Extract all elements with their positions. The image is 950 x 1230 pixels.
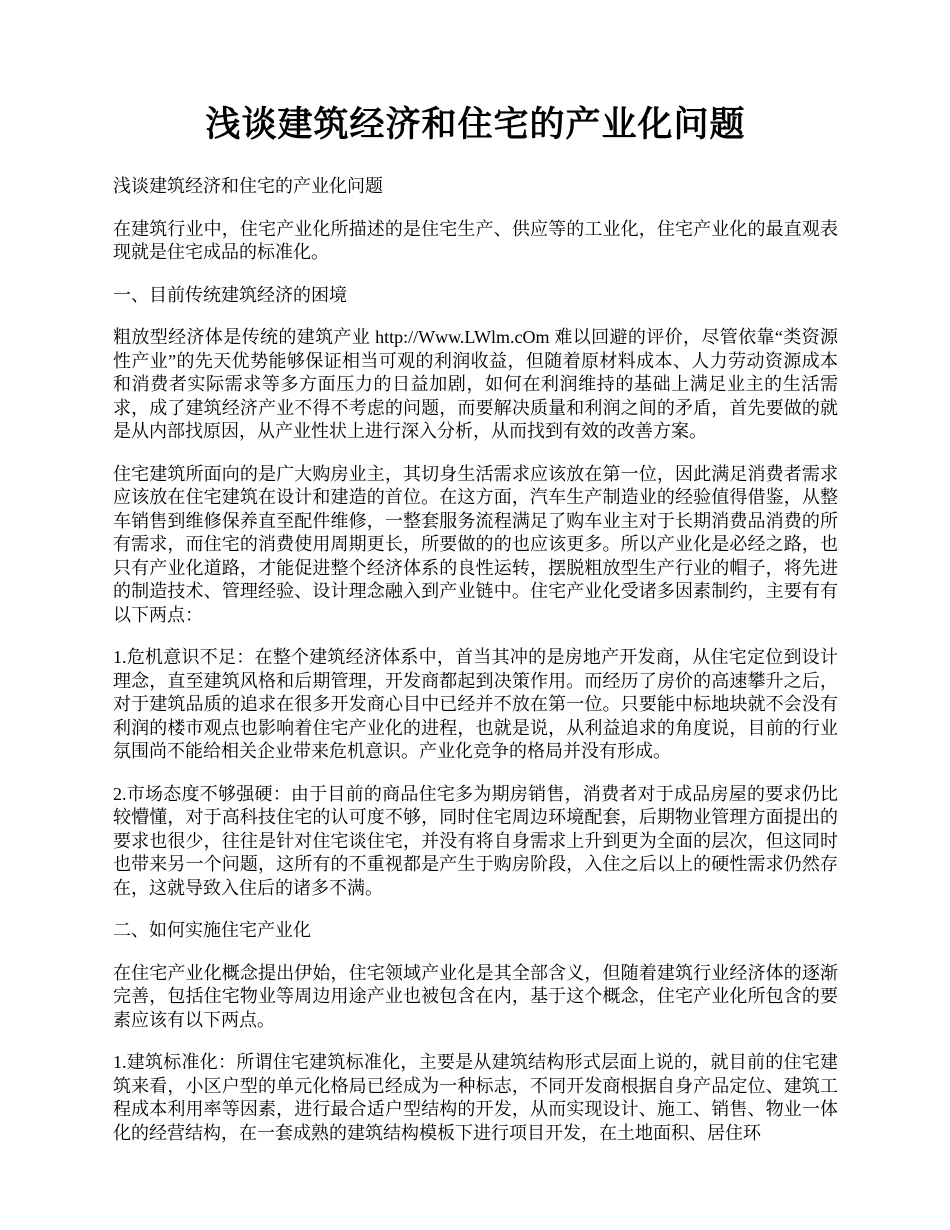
paragraph-section-2-heading: 二、如何实施住宅产业化 bbox=[113, 920, 311, 940]
paragraph-point-1: 1.危机意识不足：在整个建筑经济体系中，首当其冲的是房地产开发商，从住宅定位到设计理念，直至建筑风格和后期管理，开发商都起到决策作用。而经历了房价的高速攀升之后，对于建筑品质的追求在很多开发商心目中已经并不放在第一位。只要能中标地块就不会没有利润的楼市观点也影响着住宅产业化的进程，也就是说，从利益追求的角度说，目前的行业氛围尚不能给相关企业带来危机意识。产业化竞争的格局并没有形成。 bbox=[113, 647, 838, 761]
paragraph-section-1-heading: 一、目前传统建筑经济的困境 bbox=[113, 284, 347, 305]
paragraph-body: 住宅建筑所面向的是广大购房业主，其切身生活需求应该放在第一位，因此满足消费者需求应该放在住宅建筑在设计和建造的首位。在这方面，汽车生产制造业的经验值得借鉴，从整车销售到维修保养直至配件维修，一整套服务流程满足了购车业主对于长期消费品消费的所有需求，而住宅的消费使用周期更长，所要做的的也应该更多。所以产业化是必经之路，也只有产业化道路，才能促进整个经济体系的良性运转，摆脱粗放型生产行业的帽子，将先进的制造技术、管理经验、设计理念融入到产业链中。住宅产业化受诸多因素制约，主要有有以下两点： bbox=[113, 463, 838, 625]
paragraph-intro: 在建筑行业中，住宅产业化所描述的是住宅生产、供应等的工业化，住宅产业化的最直观表现就是住宅成品的标准化。 bbox=[113, 218, 838, 262]
document-title: 浅谈建筑经济和住宅的产业化问题 bbox=[205, 105, 746, 144]
paragraph-subtitle: 浅谈建筑经济和住宅的产业化问题 bbox=[113, 176, 383, 196]
paragraph-body: 粗放型经济体是传统的建筑产业 http://Www.LWlm.cOm 难以回避的评价，尽管依靠“类资源性产业”的先天优势能够保证相当可观的利润收益，但随着原材料成本、人力劳动资源成本和消费者实际需求等多方面压力的日益加剧，如何在利润维持的基础上满足业主的生活需求，成了建筑经济产业不得不考虑的问题，而要解决质量和利润之间的矛盾，首先要做的就是从内部找原因，从产业性状上进行深入分析，从而找到有效的改善方案。 bbox=[113, 327, 838, 441]
paragraph-body: 在住宅产业化概念提出伊始，住宅领域产业化是其全部含义，但随着建筑行业经济体的逐渐完善，包括住宅物业等周边用途产业也被包含在内，基于这个概念，住宅产业化所包含的要素应该有以下两点。 bbox=[113, 962, 838, 1030]
paragraph-point-2: 2.市场态度不够强硬：由于目前的商品住宅多为期房销售，消费者对于成品房屋的要求仍比较懵懂，对于高科技住宅的认可度不够，同时住宅周边环境配套，后期物业管理方面提出的要求也很少，往往是针对住宅谈住宅，并没有将自身需求上升到更为全面的层次，但这同时也带来另一个问题，这所有的不重视都是产生于购房阶段，入住之后以上的硬性需求仍然存在，这就导致入住后的诸多不满。 bbox=[113, 783, 838, 898]
paragraph-point-standardization: 1.建筑标准化：所谓住宅建筑标准化，主要是从建筑结构形式层面上说的，就目前的住宅建筑来看，小区户型的单元化格局已经成为一种标志，不同开发商根据自身产品定位、建筑工程成本利用率等因素，进行最合适户型结构的开发，从而实现设计、施工、销售、物业一体化的经营结构，在一套成熟的建筑结构模板下进行项目开发，在土地面积、居住环 bbox=[113, 1052, 838, 1143]
